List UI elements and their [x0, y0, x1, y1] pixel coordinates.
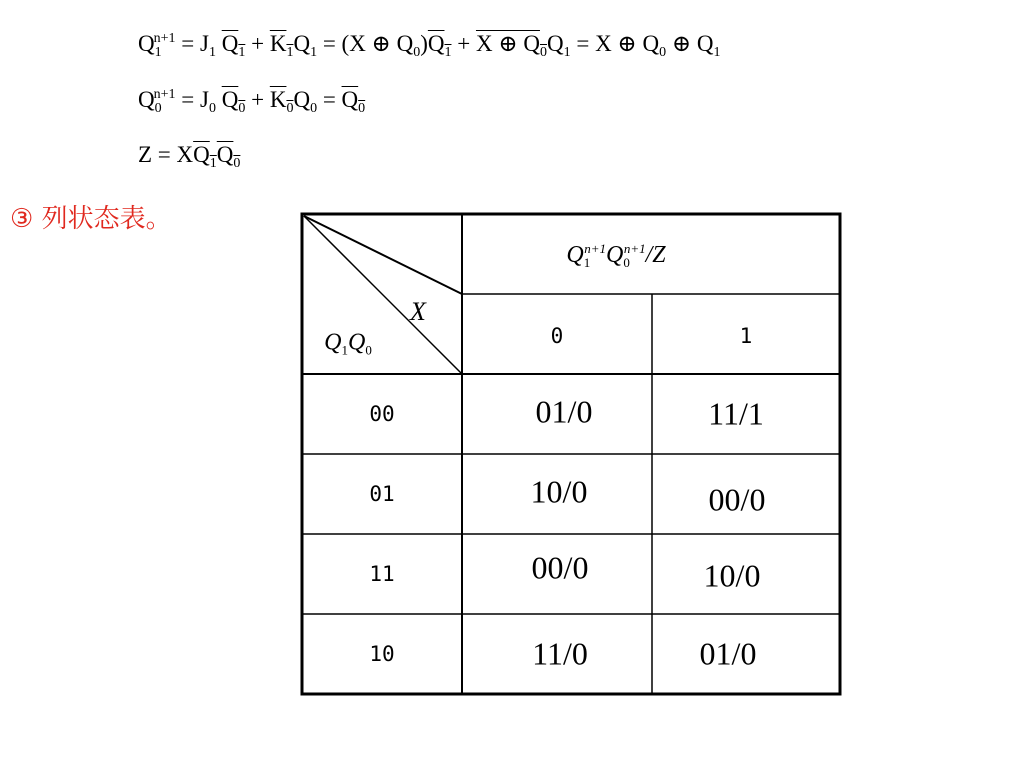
- column-header-x1: 1: [739, 324, 753, 348]
- corner-x-label: X: [410, 297, 426, 326]
- row-state-11: 11: [369, 562, 395, 586]
- equation-q1-next: $Q_1^{n+1} = J_1$ $Q_1 + K_1Q_1 = (X$ ⊕ $Q_0)Q_1 + X$ ⊕ $Q_0Q_1 = X$ ⊕ $Q_0$ ⊕ $Q_1$: [138, 31, 721, 60]
- cell-01-x0: 10/0: [530, 473, 588, 510]
- row-state-10: 10: [369, 642, 395, 666]
- cell-10-x0: 11/0: [532, 635, 588, 672]
- column-header-x0: 0: [550, 324, 564, 348]
- cell-00-x1: 11/1: [708, 395, 764, 432]
- corner-state-label: $Q_1Q_0$: [324, 329, 372, 358]
- equation-q0-next: $Q_0^{n+1} = J_0$ $Q_0 + K_0Q_0 = Q_0$: [138, 87, 366, 116]
- cell-11-x0: 00/0: [531, 549, 589, 586]
- row-state-01: 01: [369, 482, 395, 506]
- section-heading: ③ 列状态表。: [10, 204, 172, 234]
- cell-10-x1: 01/0: [699, 635, 757, 672]
- table-grid: [300, 212, 842, 696]
- row-state-00: 00: [369, 402, 395, 426]
- equation-z-output: $Z = XQ_1Q_0$: [138, 142, 241, 171]
- cell-00-x0: 01/0: [535, 393, 593, 430]
- cell-11-x1: 10/0: [703, 557, 761, 594]
- header-next-state-label: $Q_1^{n+1}Q_0^{n+1}/Z$: [566, 241, 666, 270]
- state-table: [300, 212, 842, 696]
- cell-01-x1: 00/0: [708, 481, 766, 518]
